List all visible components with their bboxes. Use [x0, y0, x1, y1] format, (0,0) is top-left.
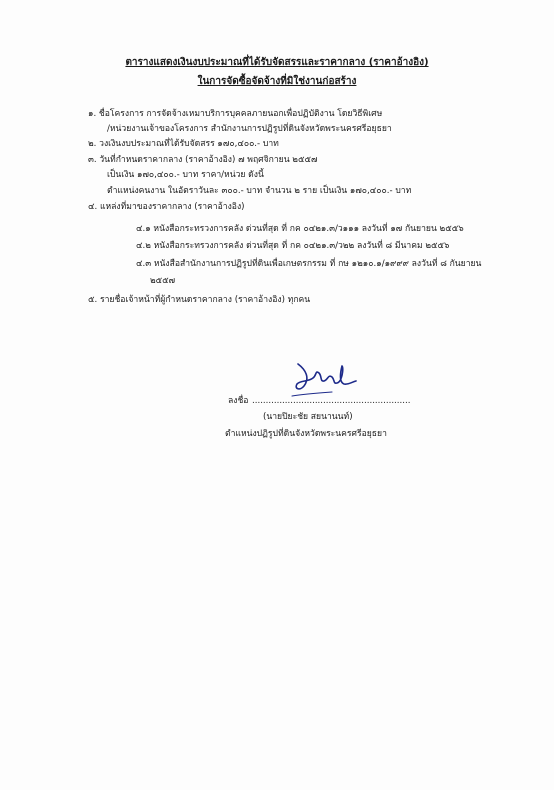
signer-position: ตำแหน่งปฏิรูปที่ดินจังหวัดพระนครศรีอยุธยา [225, 429, 387, 439]
item3-amount: เป็นเงิน ๑๗๐,๔๐๐.- บาท ราคา/หน่วย ดังนี้ [107, 170, 264, 180]
item1-project-name: ๑. ชื่อโครงการ การจัดจ้างเหมาบริการบุคคลภายนอกเพื่อปฏิบัติงาน โดยวิธีพิเศษ [88, 109, 383, 119]
item4-1-source: ๔.๑ หนังสือกระทรวงการคลัง ด่วนที่สุด ที่ กค ๐๔๒๑.๓/ว๑๑๑ ลงวันที่ ๑๗ กันยายน ๒๕๕๖ [136, 224, 464, 234]
item4-3-source-year: ๒๕๕๗ [150, 276, 176, 286]
signature-label: ลงชื่อ [228, 396, 249, 406]
item4-sources-heading: ๔. แหล่งที่มาของราคากลาง (ราคาอ้างอิง) [88, 202, 245, 212]
item5-officials: ๕. รายชื่อเจ้าหน้าที่ผู้กำหนดราคากลาง (ราคาอ้างอิง) ทุกคน [88, 295, 311, 305]
item3-price-date: ๓. วันที่กำหนดราคากลาง (ราคาอ้างอิง) ๗ พฤศจิกายน ๒๕๕๗ [88, 155, 318, 165]
handwritten-signature [284, 356, 360, 402]
item4-2-source: ๔.๒ หนังสือกระทรวงการคลัง ด่วนที่สุด ที่ กค ๐๔๒๑.๓/ว๒๒ ลงวันที่ ๘ มีนาคม ๒๕๕๖ [136, 241, 450, 251]
document-title: ตารางแสดงเงินงบประมาณที่ได้รับจัดสรรและราคากลาง (ราคาอ้างอิง) [125, 57, 429, 68]
item4-3-source: ๔.๓ หนังสือสำนักงานการปฏิรูปที่ดินเพื่อเกษตรกรรม ที่ กษ ๑๒๑๐.๑/๑๙๙๙ ลงวันที่ ๘ กันยายน [136, 259, 482, 269]
signer-name: (นายปิยะชัย สยนานนท์) [263, 412, 353, 422]
item3-unit-price: ตำแหน่งคนงาน ในอัตราวันละ ๓๐๐.- บาท จำนวน ๒ ราย เป็นเงิน ๑๗๐,๔๐๐.- บาท [107, 186, 412, 196]
signature-line: .......................................................... [252, 396, 411, 406]
item2-budget: ๒. วงเงินงบประมาณที่ได้รับจัดสรร ๑๗๐,๔๐๐.- บาท [88, 139, 279, 149]
document-subtitle: ในการจัดซื้อจัดจ้างที่มิใช่งานก่อสร้าง [197, 76, 357, 87]
item1-agency: /หน่วยงานเจ้าของโครงการ สำนักงานการปฏิรูปที่ดินจังหวัดพระนครศรีอยุธยา [107, 124, 392, 134]
